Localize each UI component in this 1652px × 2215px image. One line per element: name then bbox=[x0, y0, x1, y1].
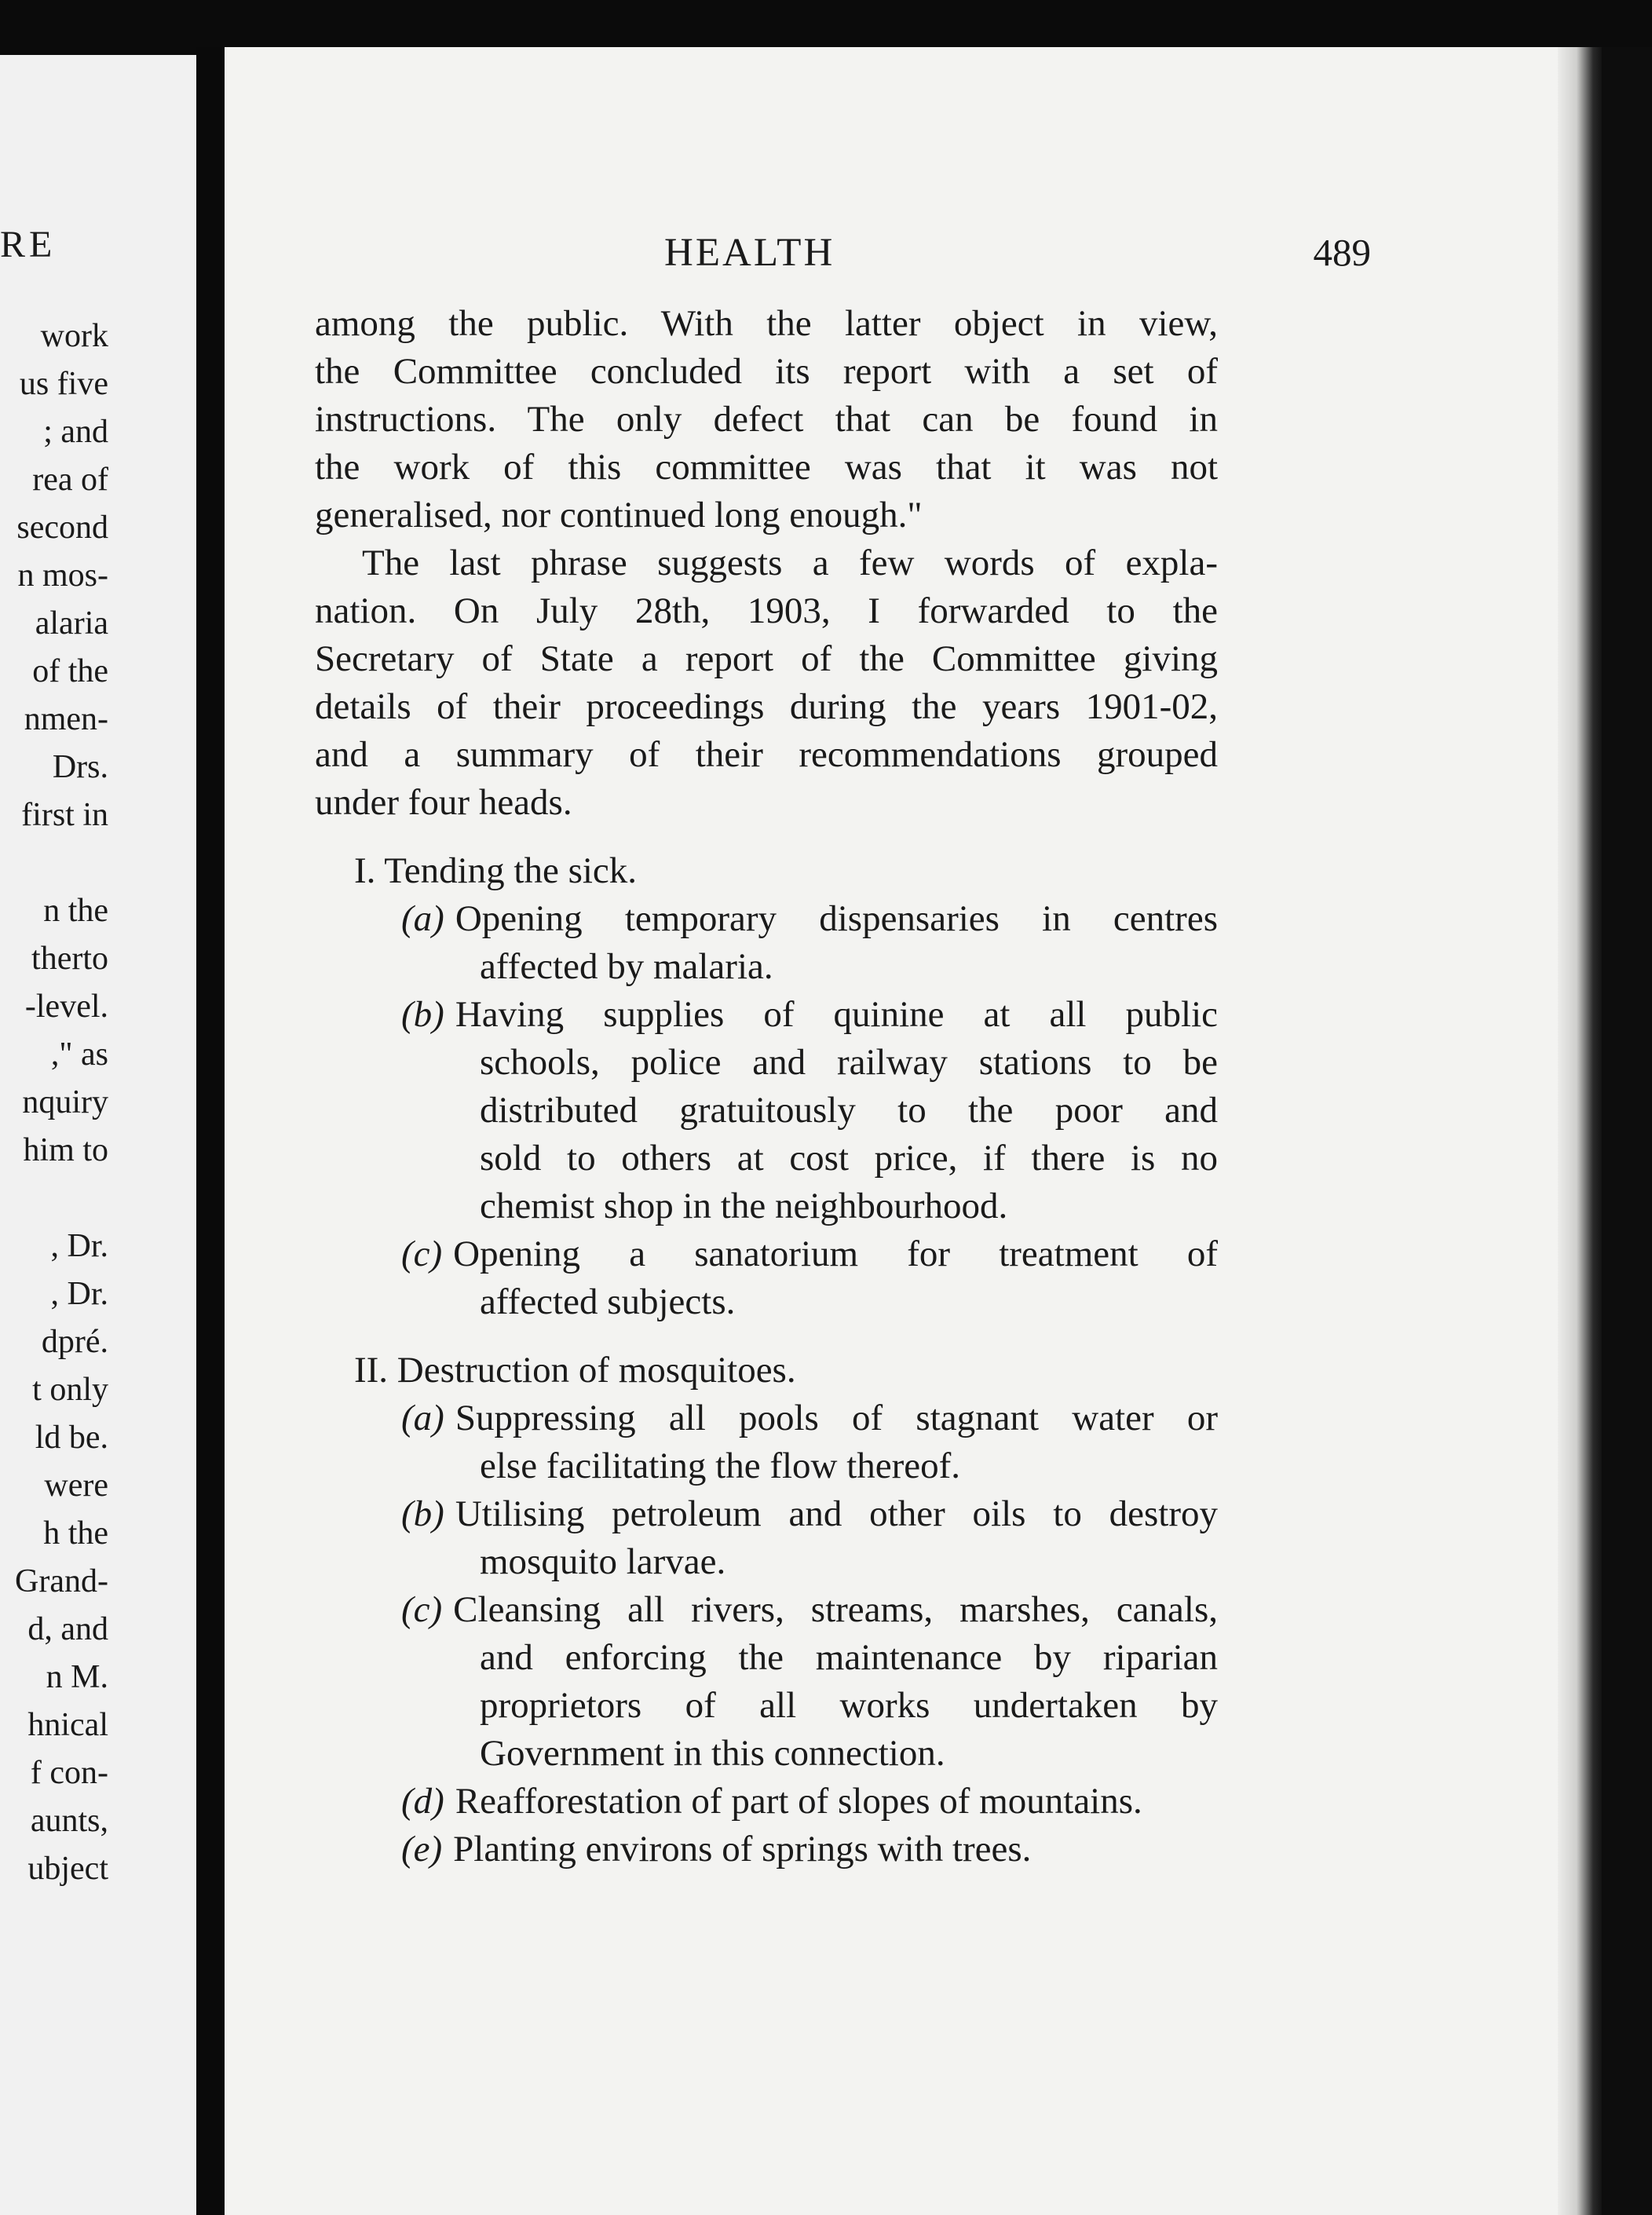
item-text: Reafforestation of part of slopes of mountains. bbox=[455, 1781, 1142, 1822]
text-line: details of their proceedings during the years 1901-02, bbox=[315, 686, 1218, 727]
previous-page-line: h the bbox=[43, 1515, 108, 1552]
item-text: Opening a sanatorium for treatment of bbox=[453, 1234, 1218, 1274]
previous-page-line: ubject bbox=[27, 1851, 108, 1887]
section-heading: I. Tending the sick. bbox=[354, 850, 638, 891]
list-item bbox=[315, 1394, 1218, 1442]
item-text: Opening temporary dispensaries in centres bbox=[455, 898, 1218, 939]
list-item-continuation: else facilitating the flow thereof. bbox=[480, 1446, 961, 1486]
item-text: Having supplies of quinine at all public bbox=[455, 994, 1218, 1035]
previous-page-line: n M. bbox=[46, 1659, 108, 1695]
list-item-continuation: sold to others at cost price, if there is no bbox=[480, 1138, 1218, 1179]
item-marker: (b) bbox=[401, 994, 444, 1035]
previous-page-line: alaria bbox=[35, 605, 108, 641]
previous-page-line: n mos- bbox=[17, 557, 108, 594]
list-item bbox=[315, 991, 1218, 1039]
previous-page-line: hnical bbox=[27, 1707, 108, 1743]
item-marker: (a) bbox=[401, 1398, 444, 1438]
text-line: among the public. With the latter object in view, bbox=[315, 303, 1218, 344]
item-marker: (b) bbox=[401, 1493, 444, 1534]
paragraph bbox=[315, 539, 1218, 827]
previous-page-line: second bbox=[16, 510, 108, 546]
item-text: Utilising petroleum and other oils to destroy bbox=[455, 1493, 1218, 1534]
list-item-continuation: and enforcing the maintenance by riparian bbox=[480, 1637, 1218, 1678]
list-item bbox=[315, 1230, 1218, 1278]
previous-page-text bbox=[15, 313, 108, 1893]
previous-page-line: nquiry bbox=[22, 1084, 108, 1120]
list-item-continuation: chemist shop in the neighbourhood. bbox=[480, 1186, 1008, 1226]
item-text: Cleansing all rivers, streams, marshes, canals, bbox=[453, 1589, 1218, 1630]
list-item-continuation: distributed gratuitously to the poor and bbox=[480, 1090, 1218, 1131]
previous-page-running-head: RE bbox=[0, 224, 57, 265]
page-edge-shadow bbox=[1558, 47, 1605, 2215]
page-body bbox=[315, 300, 1218, 1873]
text-line: nation. On July 28th, 1903, I forwarded to the bbox=[315, 590, 1218, 631]
item-text: Suppressing all pools of stagnant water or bbox=[455, 1398, 1218, 1438]
book-gutter bbox=[196, 47, 226, 2215]
previous-page-line: him to bbox=[23, 1132, 108, 1168]
previous-page-line: ld be. bbox=[35, 1420, 108, 1456]
previous-page-line: nmen- bbox=[24, 701, 108, 737]
previous-page-line: us five bbox=[19, 366, 108, 402]
previous-page-line: d, and bbox=[27, 1611, 108, 1647]
previous-page-line: Grand- bbox=[15, 1563, 108, 1599]
list-item bbox=[315, 1826, 1218, 1873]
previous-page-line: were bbox=[44, 1468, 108, 1504]
text-line: instructions. The only defect that can be found in bbox=[315, 399, 1218, 440]
previous-page-line: ; and bbox=[43, 414, 108, 450]
text-line: the work of this committee was that it was not bbox=[315, 447, 1218, 488]
previous-page-line: rea of bbox=[32, 462, 108, 498]
previous-page-line bbox=[15, 839, 108, 887]
item-marker: (a) bbox=[401, 898, 444, 939]
list-item bbox=[315, 1586, 1218, 1634]
previous-page-line: first in bbox=[21, 797, 108, 833]
previous-page-line: f con- bbox=[30, 1755, 108, 1791]
list-item bbox=[315, 1490, 1218, 1538]
list-item bbox=[315, 895, 1218, 943]
previous-page-line: of the bbox=[32, 653, 108, 689]
page-title: HEALTH bbox=[664, 231, 835, 275]
text-line: The last phrase suggests a few words of expla- bbox=[362, 543, 1218, 583]
previous-page-line: work bbox=[40, 318, 108, 354]
list-item-continuation: affected subjects. bbox=[480, 1281, 736, 1322]
previous-page-line: therto bbox=[31, 941, 108, 977]
previous-page-line: dpré. bbox=[41, 1324, 108, 1360]
previous-page-line bbox=[15, 1175, 108, 1223]
recommendation-section-2 bbox=[315, 1347, 1218, 1873]
text-line: generalised, nor continued long enough." bbox=[315, 495, 923, 535]
current-page bbox=[225, 47, 1605, 2215]
previous-page-line: n the bbox=[43, 893, 108, 929]
previous-page-line: t only bbox=[32, 1372, 108, 1408]
item-text: Planting environs of springs with trees. bbox=[453, 1829, 1032, 1870]
previous-page-line: , Dr. bbox=[50, 1276, 108, 1312]
item-marker: (d) bbox=[401, 1781, 444, 1822]
list-item-continuation: proprietors of all works undertaken by bbox=[480, 1685, 1218, 1726]
running-head bbox=[225, 229, 1371, 276]
list-item-continuation: Government in this connection. bbox=[480, 1733, 945, 1774]
previous-page-line: , Dr. bbox=[50, 1228, 108, 1264]
previous-page-line: ," as bbox=[50, 1036, 108, 1073]
text-line: under four heads. bbox=[315, 782, 572, 823]
item-marker: (c) bbox=[401, 1589, 443, 1630]
page-number: 489 bbox=[1313, 231, 1371, 274]
section-heading: II. Destruction of mosquitoes. bbox=[354, 1350, 796, 1391]
previous-page-fragment bbox=[0, 55, 196, 2215]
text-line: Secretary of State a report of the Committee giving bbox=[315, 638, 1218, 679]
item-marker: (c) bbox=[401, 1234, 443, 1274]
text-line: and a summary of their recommendations grouped bbox=[315, 734, 1218, 775]
scan-border bbox=[1602, 47, 1652, 2215]
list-item bbox=[315, 1778, 1218, 1826]
list-item-continuation: affected by malaria. bbox=[480, 946, 773, 987]
paragraph-continued bbox=[315, 300, 1218, 539]
previous-page-line: -level. bbox=[24, 989, 108, 1025]
previous-page-line: Drs. bbox=[52, 749, 108, 785]
previous-page-line: aunts, bbox=[30, 1803, 108, 1839]
list-item-continuation: mosquito larvae. bbox=[480, 1541, 726, 1582]
recommendation-section-1 bbox=[315, 847, 1218, 1326]
list-item-continuation: schools, police and railway stations to be bbox=[480, 1042, 1218, 1083]
text-line: the Committee concluded its report with a set of bbox=[315, 351, 1218, 392]
item-marker: (e) bbox=[401, 1829, 443, 1870]
